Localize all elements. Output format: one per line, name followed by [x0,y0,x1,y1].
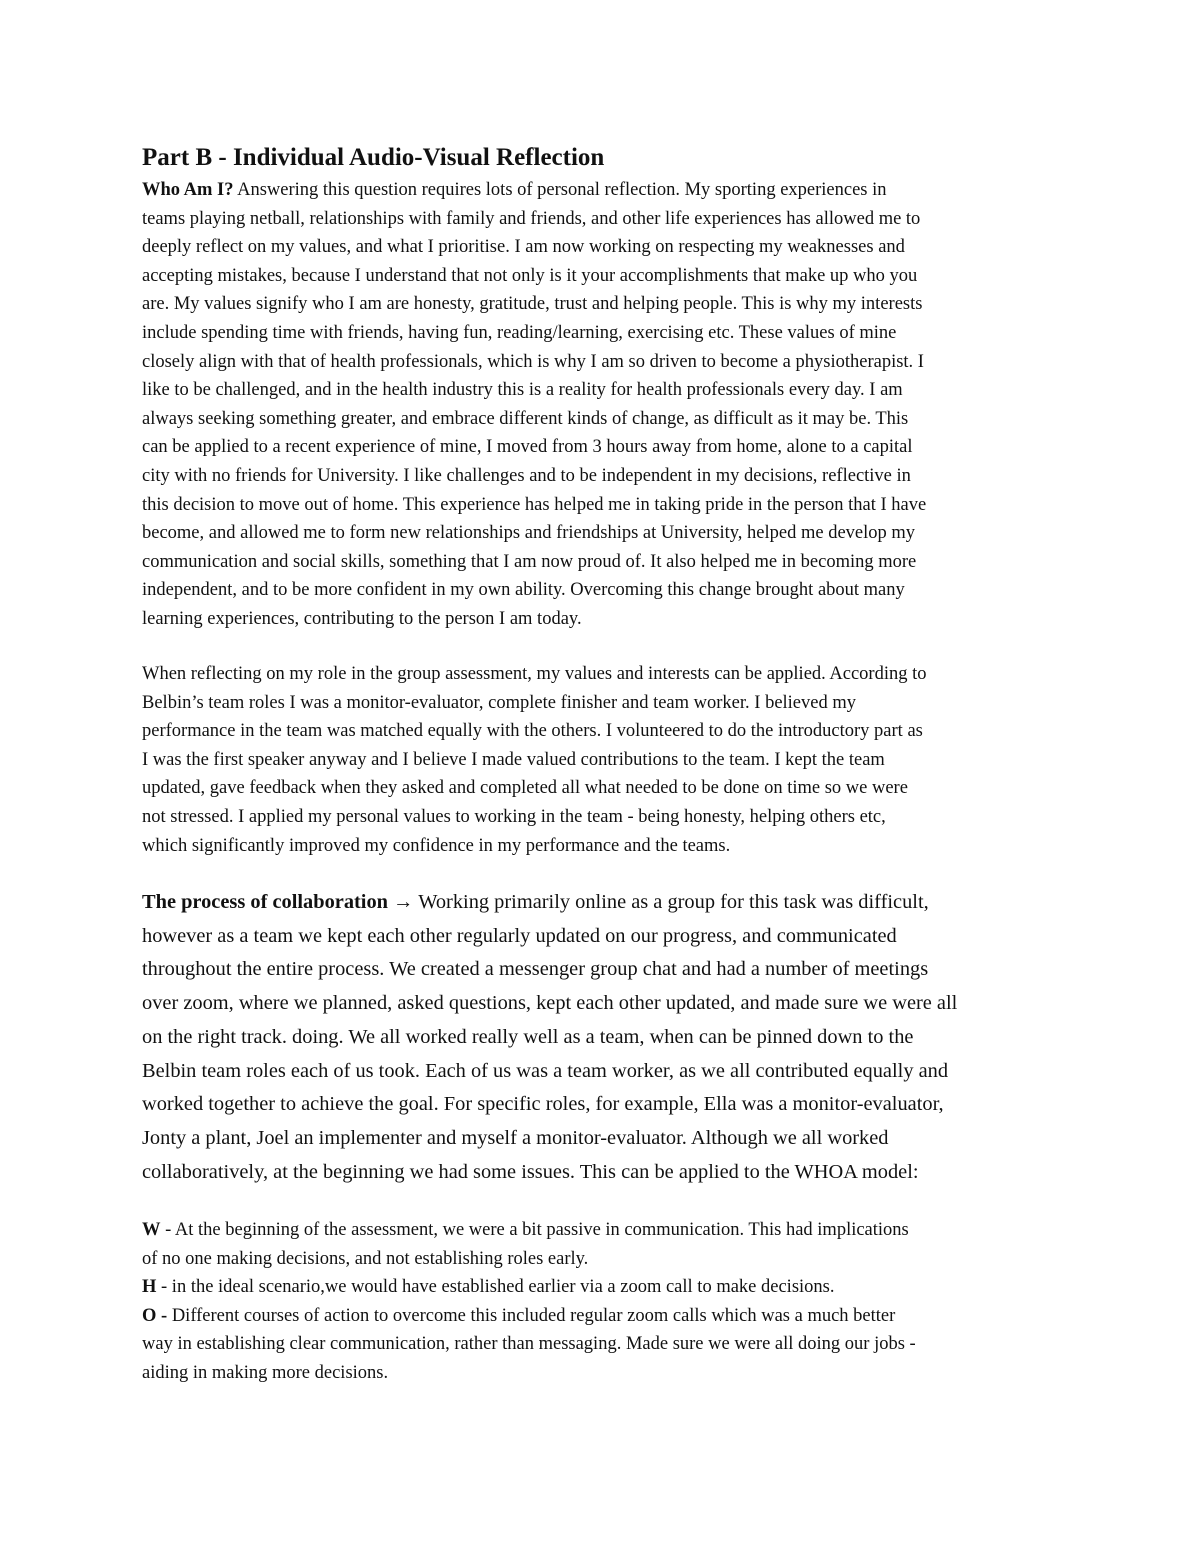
paragraph-line: worked together to achieve the goal. For specific roles, for example, Ella was a monitor-evaluator, [142,1093,944,1116]
whoa-h-lead: H [142,1277,157,1298]
paragraph-line: When reflecting on my role in the group assessment, my values and interests can be applied. According to [142,664,927,684]
paragraph-line: which significantly improved my confidence in my performance and the teams. [142,835,731,856]
whoa-item-h [142,1273,1062,1302]
paragraph-line: deeply reflect on my values, and what I prioritise. I am now working on respecting my weaknesses and [142,237,905,258]
paragraph-line: not stressed. I applied my personal values to working in the team - being honesty, helping others etc, [142,806,886,827]
paragraph-line: updated, gave feedback when they asked and completed all what needed to be done on time so we were [142,778,908,799]
whoa-h-text: - in the ideal scenario,we would have established earlier via a zoom call to make decisions. [156,1277,835,1298]
paragraph-line: are. My values signify who I am are honesty, gratitude, trust and helping people. This is why my interests [142,294,923,315]
paragraph-line: over zoom, where we planned, asked questions, kept each other updated, and made sure we were all [142,992,958,1015]
whoa-item-w-continued: of no one making decisions, and not establishing roles early. [142,1248,589,1269]
paragraph-line: city with no friends for University. I like challenges and to be independent in my decisions, reflective in [142,465,911,486]
paragraph-line: independent, and to be more confident in my own ability. Overcoming this change brought about many [142,580,905,601]
paragraph-line: throughout the entire process. We created a messenger group chat and had a number of meetings [142,958,929,981]
paragraph-line: communication and social skills, something that I am now proud of. It also helped me in becoming more [142,551,917,572]
paragraph-line: Belbin team roles each of us took. Each of us was a team worker, as we all contributed equally and [142,1059,949,1082]
whoa-w-lead: W [142,1220,161,1240]
role-paragraph [142,660,1062,860]
paragraph-line: on the right track. doing. We all worked really well as a team, when can be pinned down to the [142,1025,914,1048]
page-title: Part B - Individual Audio-Visual Reflection [142,144,605,171]
paragraph-line [142,886,1062,920]
paragraph-line: performance in the team was matched equally with the others. I volunteered to do the introductory part as [142,721,923,742]
paragraph-line: accepting mistakes, because I understand that not only is it your accomplishments that make up who you [142,265,918,286]
who-am-i-lead: Who Am I? [142,180,234,200]
whoa-o-text: Different courses of action to overcome this included regular zoom calls which was a much better [167,1305,896,1326]
paragraph-line: closely align with that of health professionals, which is why I am so driven to become a physiotherapist. I [142,351,924,372]
paragraph-line: like to be challenged, and in the health industry this is a reality for health professionals every day. I am [142,380,903,401]
paragraph-line: can be applied to a recent experience of mine, I moved from 3 hours away from home, alone to a capital [142,437,913,458]
paragraph-line: become, and allowed me to form new relationships and friendships at University, helped me develop my [142,523,916,544]
who-am-i-paragraph [142,176,1062,634]
paragraph-line: include spending time with friends, having fun, reading/learning, exercising etc. These values of mine [142,322,897,343]
paragraph-line: however as a team we kept each other regularly updated on our progress, and communicated [142,924,897,947]
paragraph-line: I was the first speaker anyway and I believe I made valued contributions to the team. I kept the team [142,749,885,770]
whoa-item-o [142,1302,1062,1331]
paragraph-line: always seeking something greater, and embrace different kinds of change, as difficult as it may be. This [142,408,909,429]
whoa-w-text: - At the beginning of the assessment, we were a bit passive in communication. This had implications [160,1220,909,1240]
paragraph-line: teams playing netball, relationships with family and friends, and other life experiences has allowed me to [142,208,921,229]
collaboration-lead: The process of collaboration [142,891,389,913]
collaboration-paragraph [142,886,1062,1189]
paragraph-line [142,176,1062,205]
paragraph-line: Belbin’s team roles I was a monitor-evaluator, complete finisher and team worker. I believed my [142,692,856,713]
whoa-item-o-continued: aiding in making more decisions. [142,1362,389,1383]
paragraph-line-text: Answering this question requires lots of personal reflection. My sporting experiences in [233,180,887,200]
paragraph-line: collaboratively, at the beginning we had some issues. This can be applied to the WHOA model: [142,1160,919,1183]
paragraph-line: Jonty a plant, Joel an implementer and myself a monitor-evaluator. Although we all worked [142,1126,889,1149]
whoa-item-o-continued: way in establishing clear communication, rather than messaging. Made sure we were all doing our jobs - [142,1334,916,1355]
whoa-list [142,1216,1062,1388]
whoa-o-lead: O - [142,1305,168,1326]
whoa-item-w [142,1216,1062,1245]
paragraph-line: learning experiences, contributing to the person I am today. [142,608,582,629]
paragraph-line: this decision to move out of home. This experience has helped me in taking pride in the person that I have [142,494,927,515]
paragraph-line-text: → Working primarily online as a group for this task was difficult, [388,891,929,913]
